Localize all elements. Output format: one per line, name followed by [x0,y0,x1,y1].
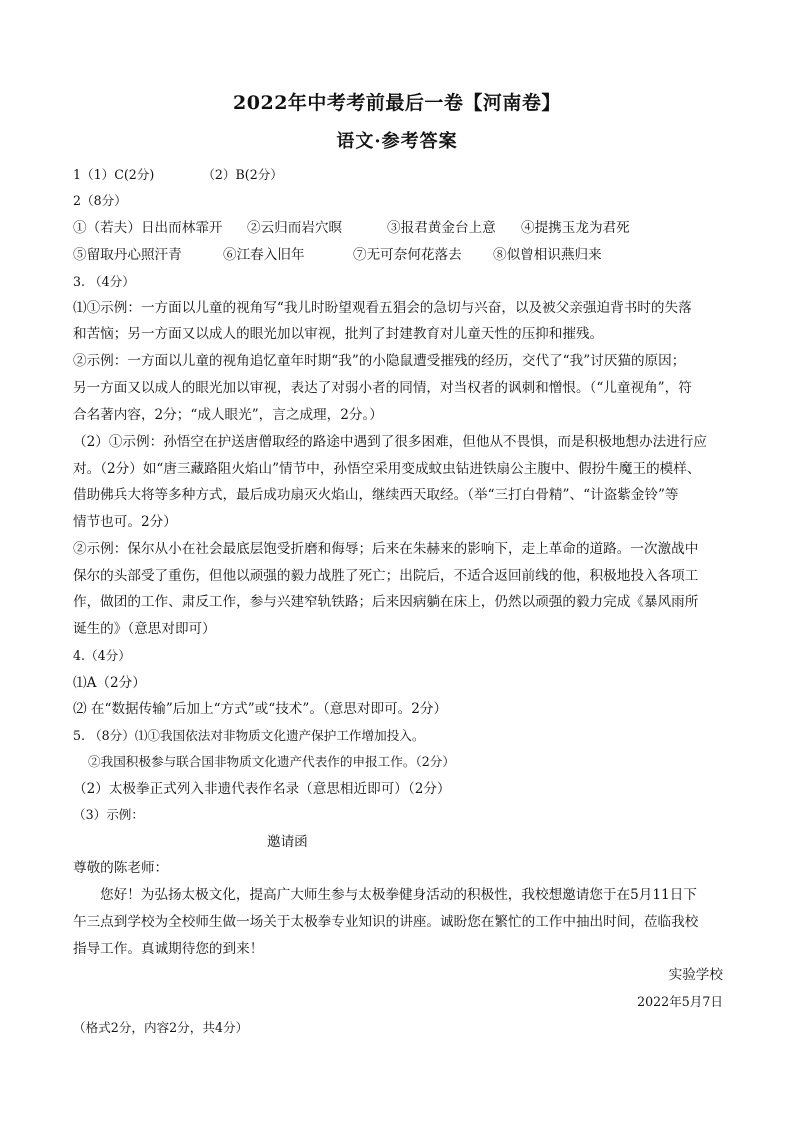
q3-line: 对。（2分）如“唐三藏路阻火焰山”情节中，孙悟空采用变成蚊虫钻进铁扇公主腹中、假扮牛魔王的模样、 [73,461,701,477]
q3-line: 保尔的头部受了重伤，但他以顽强的毅力战胜了死亡；出院后，不适合返回前线的他，积极地投入各项工 [73,568,699,584]
q4-line: ⑵ 在“数据传输”后加上“方式”或“技术”。（意思对即可。2分） [73,701,448,717]
q3-line: ⑴①示例：一方面以儿童的视角写“我儿时盼望观看五猖会的急切与兴奋，以及被父亲强迫背书时的失落 [73,300,692,316]
letter-salutation: 尊敬的陈老师： [73,860,169,876]
q3-line: ②示例：一方面以儿童的视角追忆童年时期“我”的小隐鼠遭受摧残的经历，交代了“我”讨厌猫的原因； [73,353,686,369]
q4-line: ⑴A（2分） [73,675,146,691]
q3-line: 作，做团的工作、肃反工作，参与兴建窄轨铁路；后来因病躺在床上，仍然以顽强的毅力完成《暴风雨所 [73,594,699,610]
q5-line: （2）太极拳正式列入非遗代表作名录（意思相近即可）（2分） [73,781,451,797]
letter-body-line: 午三点到学校为全校师生做一场关于太极拳专业知识的讲座。诚盼您在繁忙的工作中抽出时间，莅临我校 [73,914,699,930]
q2-heading: 2（8分） [73,193,127,208]
q5-line: （3）示例： [73,807,144,822]
q3-line: 合名著内容，2分；“成人眼光”，言之成理，2分。） [73,407,383,423]
q3-line: （2）①示例：孙悟空在护送唐僧取经的路途中遇到了很多困难，但他从不畏惧，而是积极地想办法进行应 [73,434,707,450]
q1-part1: 1（1）C(2分) [73,167,155,182]
q3-line: ②示例：保尔从小在社会最底层饱受折磨和侮辱；后来在朱赫来的影响下，走上革命的道路。一次激战中 [73,541,699,557]
q2-item-6: ⑥江春入旧年 [223,247,305,263]
q3-line: 诞生的》（意思对即可） [73,621,216,637]
q3-line: 和苦恼；另一方面又以成人的眼光加以审视，批判了封建教育对儿童天性的压抑和摧残。 [73,326,604,342]
q2-row-2 [73,246,727,264]
q5-line: ②我国积极参与联合国非物质文化遗产代表作的申报工作。（2分） [88,754,455,769]
page-subtitle: 语文·参考答案 [336,131,458,152]
q2-item-5: ⑤留取丹心照汗青 [73,247,182,263]
q3-line: 另一方面又以成人的眼光加以审视，表达了对弱小者的同情，对当权者的讽刺和憎恨。（“儿童视角”，符 [73,380,692,396]
q1-answer [73,166,727,184]
letter-signature: 实验学校 [668,967,723,983]
scoring-note: （格式2分，内容2分，共4分） [73,1020,249,1035]
q5-heading: 5. （8分）⑴①我国依法对非物质文化遗产保护工作增加投入。 [73,728,425,743]
q2-item-4: ④提携玉龙为君死 [521,220,630,236]
letter-title: 邀请函 [267,834,308,850]
q3-heading: 3. （4分） [73,274,135,289]
q2-item-2: ②云归而岩穴暝 [247,220,343,236]
q2-item-7: ⑦无可奈何花落去 [353,247,462,263]
page-title: 2022年中考考前最后一卷【河南卷】 [233,92,561,114]
q3-line: 情节也可。2分） [73,514,177,530]
q4-heading: 4.（4分） [73,648,131,663]
q2-row-1 [73,219,727,237]
letter-body-line: 您好！为弘扬太极文化，提高广大师生参与太极拳健身活动的积极性，我校想邀请您于在5月11日下 [100,887,697,903]
q2-item-3: ③报君黄金台上意 [387,220,496,236]
q3-line: 借助佛兵大将等多种方式，最后成功扇灭火焰山，继续西天取经。（举“三打白骨精”、“计盗紫金铃”等 [73,487,679,503]
q2-item-1: ①（若夫）日出而林霏开 [73,220,223,236]
q1-part2: （2）B(2分） [202,167,283,182]
q2-item-8: ⑧似曾相识燕归来 [493,247,602,263]
letter-date: 2022年5月7日 [637,994,723,1009]
letter-body-line: 指导工作。真诚期待您的到来！ [73,941,264,957]
